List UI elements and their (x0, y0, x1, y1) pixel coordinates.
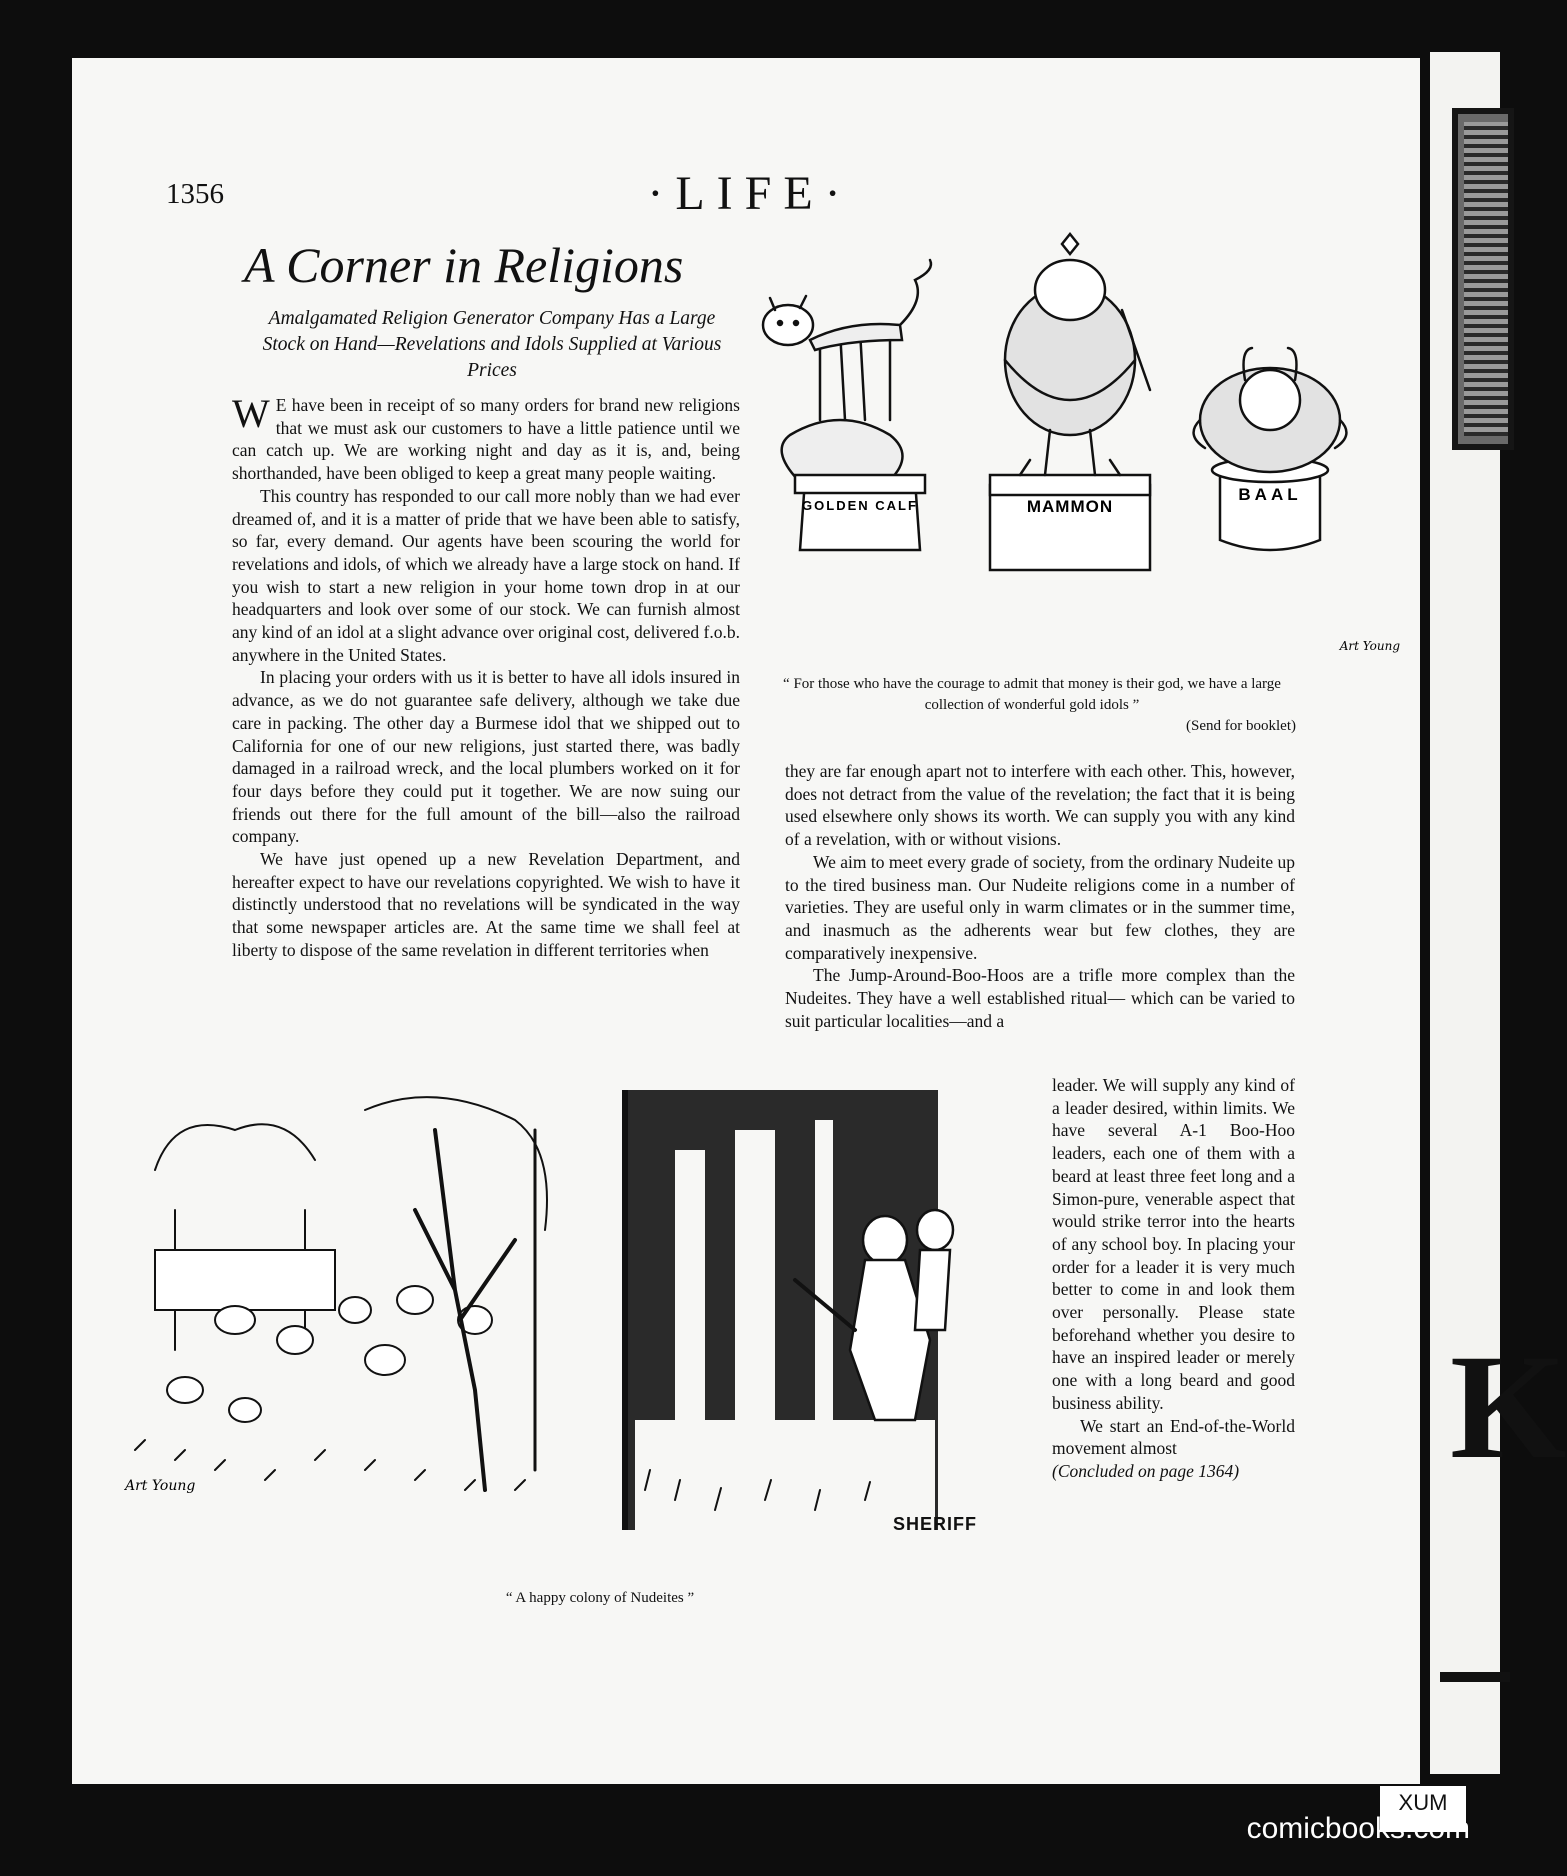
idols-illustration (740, 220, 1410, 660)
idols-caption: “ For those who have the courage to admit that money is their god, we have a large collection of wonderful gold idols ” (Send for booklet) (768, 674, 1296, 737)
paragraph: We aim to meet every grade of society, from the ordinary Nudeite up to the tired business man. Our Nudeite religions come in a number of varieties. They are useful only in warm climates or in the summer time, and inasmuch as the adherents wear but few clothes, they are comparatively inexpensive. (785, 851, 1295, 963)
adjacent-page-picture (1452, 108, 1514, 450)
page-number: 1356 (166, 178, 224, 210)
idols-caption-booklet: (Send for booklet) (1186, 718, 1296, 734)
paragraph: The Jump-Around-Boo-Hoos are a trifle more complex than the Nudeites. They have a well established ritual— which can be varied to suit particular localities—and a (785, 965, 1295, 1031)
adjacent-page-rule (1440, 1672, 1510, 1682)
artist-signature: Art Young (125, 1478, 196, 1494)
archive-stamp: XUM (1380, 1786, 1466, 1832)
adjacent-page-edge (1430, 52, 1567, 1774)
artist-signature: Art Young (1339, 639, 1400, 653)
sheriff-label: SHERIFF (893, 1514, 978, 1534)
continuation-note: (Concluded on page 1364) (1052, 1460, 1240, 1481)
drop-cap: W (232, 391, 270, 436)
article-subhead: Amalgamated Religion Generator Company Has a Large Stock on Hand—Revelations and Idols Supplied at Various Prices (262, 308, 722, 381)
idol-label: GOLDEN CALF (802, 498, 918, 513)
paragraph: they are far enough apart not to interfere with each other. This, however, does not detract from the value of the revelation; the fact that it is being used elsewhere only shows its worth. We can supply you with any kind of a revelation, with or without visions. (785, 761, 1295, 850)
paragraph: This country has responded to our call more nobly than we had ever dreamed of, and it is a matter of pride that we have been able to satisfy, so far, every demand. Our agents have been scouring the world for revelations and idols, of which we already have a large stock on hand. If you wish to start a new religion in your home town drop in at our headquarters and look over some of our stock. We can furnish almost any kind of an idol at a slight advance over original cost, delivered f.o.b. anywhere in the United States. (232, 485, 740, 665)
paragraph: In placing your orders with us it is better to have all idols insured in advance, as we do not guarantee safe delivery, although we take due care in packing. The other day a Burmese idol that we shipped out to California for one of our new religions, just started there, was badly damaged in a railroad wreck, and the local plumbers worked on it for four days before they could put it together. We are now suing our friends out there for the full amount of the bill—also the railroad company. (232, 667, 740, 847)
idol-label: BAAL (1238, 485, 1302, 504)
nudeites-caption: “ A happy colony of Nudeites ” (505, 1590, 695, 1606)
paragraph: W E have been in receipt of so many orders for brand new religions that we must ask our customers to have a little patience until we can catch up. We are working night and day as it is, and, being shorthanded, have been obliged to keep a great many people waiting. (232, 391, 740, 484)
masthead: ·LIFE· (647, 167, 853, 220)
article-column-3 (1052, 1074, 1295, 1483)
paragraph: We have just opened up a new Revelation Department, and hereafter expect to have our revelations copyrighted. We wish to have it distinctly understood that no revelations will be syndicated in the way that some newspaper articles are. At the same time we shall feel at liberty to dispose of the same revelation in different territories when (232, 849, 740, 960)
article-title: A Corner in Religions (244, 237, 684, 293)
article-column-2 (785, 760, 1295, 1032)
nudeites-illustration (115, 1090, 1025, 1550)
adjacent-page-letter: K (1450, 1324, 1567, 1490)
article-column-1 (232, 391, 740, 962)
paragraph: We start an End-of-the-World movement almost (1052, 1415, 1295, 1459)
idol-label: MAMMON (1026, 497, 1114, 516)
paragraph: leader. We will supply any kind of a leader desired, within limits. We have several A-1 Boo-Hoo leaders, each one of them with a beard at least three feet long and a Simon-pure, venerable aspect that would strike terror into the hearts of any school boy. In placing your order for a leader it is very much better to come in and look them over personally. Please state beforehand whether you desire to have an inspired leader or merely one with a long beard and good business ability. (1052, 1075, 1295, 1413)
watermark: comicbooks.com (1246, 1812, 1470, 1845)
